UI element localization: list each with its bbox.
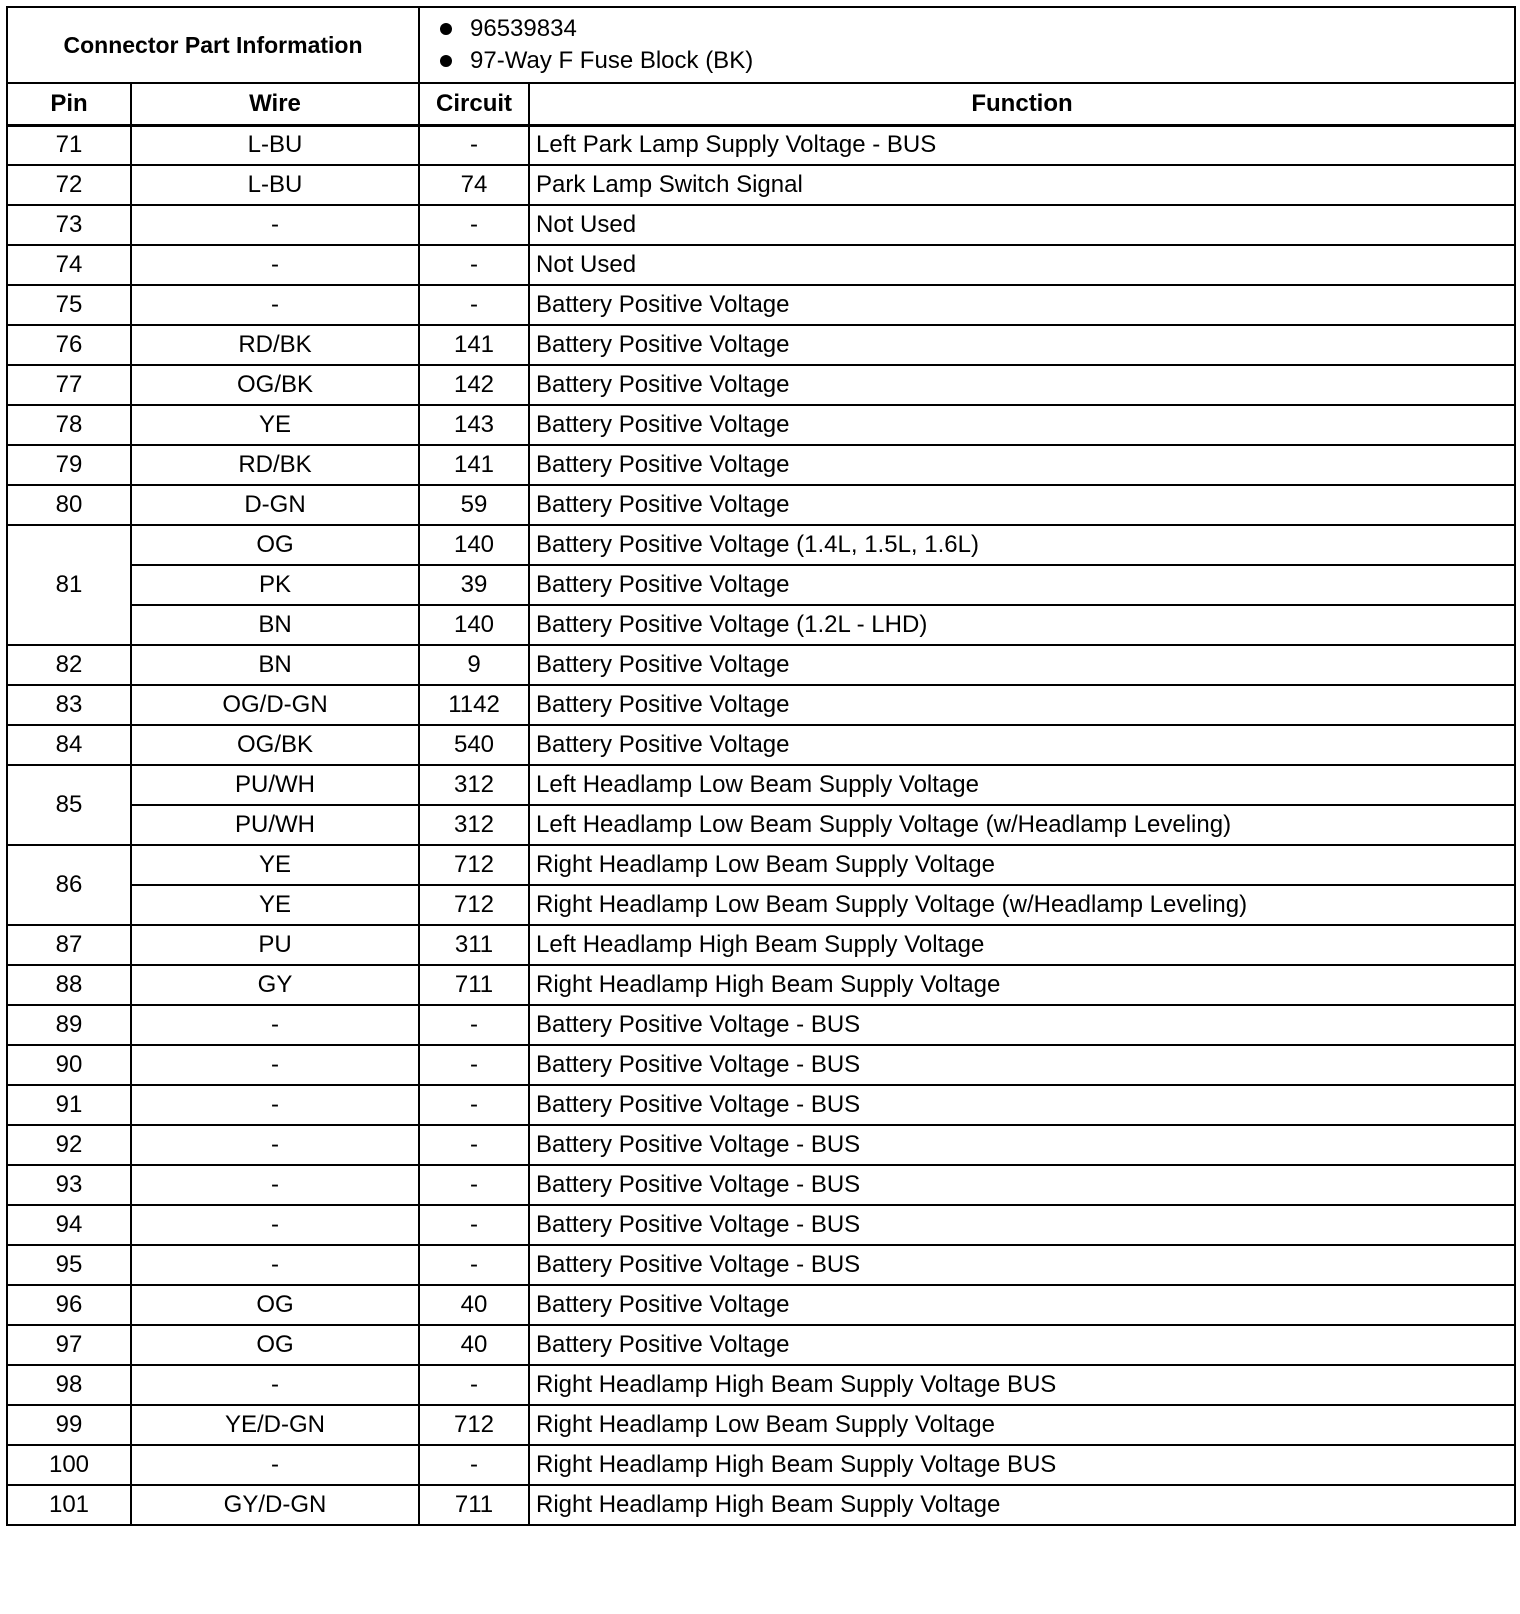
wire-cell: PU/WH bbox=[131, 765, 419, 805]
wire-cell: YE bbox=[131, 845, 419, 885]
info-item bbox=[440, 13, 1508, 45]
table-row bbox=[7, 1365, 1515, 1405]
wire-header: Wire bbox=[131, 83, 419, 125]
table-row bbox=[7, 605, 1515, 645]
circuit-cell: 40 bbox=[419, 1285, 529, 1325]
wire-cell: PK bbox=[131, 565, 419, 605]
pin-cell: 100 bbox=[7, 1445, 131, 1485]
bullet-icon bbox=[440, 23, 452, 35]
pin-cell: 78 bbox=[7, 405, 131, 445]
function-cell: Battery Positive Voltage bbox=[529, 285, 1515, 325]
function-cell: Battery Positive Voltage bbox=[529, 565, 1515, 605]
circuit-cell: 711 bbox=[419, 1485, 529, 1525]
wire-cell: - bbox=[131, 245, 419, 285]
function-cell: Right Headlamp High Beam Supply Voltage bbox=[529, 1485, 1515, 1525]
table-row bbox=[7, 925, 1515, 965]
pin-cell: 88 bbox=[7, 965, 131, 1005]
connector-table bbox=[6, 6, 1516, 1526]
wire-cell: - bbox=[131, 1125, 419, 1165]
table-row bbox=[7, 1005, 1515, 1045]
connector-part-info-list bbox=[419, 7, 1515, 83]
circuit-cell: 142 bbox=[419, 365, 529, 405]
circuit-cell: - bbox=[419, 1245, 529, 1285]
circuit-cell: - bbox=[419, 1365, 529, 1405]
wire-cell: PU/WH bbox=[131, 805, 419, 845]
function-cell: Not Used bbox=[529, 205, 1515, 245]
table-row bbox=[7, 525, 1515, 565]
circuit-cell: - bbox=[419, 1445, 529, 1485]
function-cell: Battery Positive Voltage bbox=[529, 405, 1515, 445]
wire-cell: RD/BK bbox=[131, 325, 419, 365]
function-cell: Battery Positive Voltage bbox=[529, 685, 1515, 725]
wire-cell: BN bbox=[131, 645, 419, 685]
pin-cell: 85 bbox=[7, 765, 131, 845]
function-cell: Left Headlamp Low Beam Supply Voltage (w/Headlamp Leveling) bbox=[529, 805, 1515, 845]
wire-cell: D-GN bbox=[131, 485, 419, 525]
function-cell: Right Headlamp Low Beam Supply Voltage bbox=[529, 1405, 1515, 1445]
table-row bbox=[7, 205, 1515, 245]
circuit-cell: 712 bbox=[419, 885, 529, 925]
wire-cell: OG/BK bbox=[131, 365, 419, 405]
pin-cell: 93 bbox=[7, 1165, 131, 1205]
pin-cell: 97 bbox=[7, 1325, 131, 1365]
function-cell: Left Park Lamp Supply Voltage - BUS bbox=[529, 125, 1515, 165]
circuit-cell: 1142 bbox=[419, 685, 529, 725]
wire-cell: OG bbox=[131, 1325, 419, 1365]
wire-cell: - bbox=[131, 1365, 419, 1405]
circuit-cell: - bbox=[419, 1045, 529, 1085]
table-row bbox=[7, 485, 1515, 525]
circuit-cell: 312 bbox=[419, 765, 529, 805]
table-row bbox=[7, 1325, 1515, 1365]
circuit-cell: - bbox=[419, 1125, 529, 1165]
pin-cell: 79 bbox=[7, 445, 131, 485]
function-cell: Battery Positive Voltage bbox=[529, 1325, 1515, 1365]
pin-cell: 81 bbox=[7, 525, 131, 645]
function-cell: Battery Positive Voltage (1.2L - LHD) bbox=[529, 605, 1515, 645]
pin-cell: 84 bbox=[7, 725, 131, 765]
circuit-cell: - bbox=[419, 1005, 529, 1045]
wire-cell: - bbox=[131, 1005, 419, 1045]
circuit-cell: 540 bbox=[419, 725, 529, 765]
function-cell: Battery Positive Voltage (1.4L, 1.5L, 1.6L) bbox=[529, 525, 1515, 565]
circuit-cell: 711 bbox=[419, 965, 529, 1005]
table-row bbox=[7, 845, 1515, 885]
table-row bbox=[7, 445, 1515, 485]
table-row bbox=[7, 165, 1515, 205]
wire-cell: - bbox=[131, 205, 419, 245]
pin-cell: 71 bbox=[7, 125, 131, 165]
pin-cell: 90 bbox=[7, 1045, 131, 1085]
table-row bbox=[7, 765, 1515, 805]
wire-cell: OG bbox=[131, 1285, 419, 1325]
wire-cell: - bbox=[131, 1245, 419, 1285]
function-cell: Battery Positive Voltage bbox=[529, 645, 1515, 685]
function-cell: Battery Positive Voltage bbox=[529, 725, 1515, 765]
function-cell: Battery Positive Voltage - BUS bbox=[529, 1085, 1515, 1125]
circuit-cell: 143 bbox=[419, 405, 529, 445]
wire-cell: RD/BK bbox=[131, 445, 419, 485]
column-header-row bbox=[7, 83, 1515, 125]
wire-cell: OG/BK bbox=[131, 725, 419, 765]
function-cell: Battery Positive Voltage bbox=[529, 445, 1515, 485]
circuit-cell: 141 bbox=[419, 325, 529, 365]
table-row bbox=[7, 1165, 1515, 1205]
pin-cell: 98 bbox=[7, 1365, 131, 1405]
circuit-cell: - bbox=[419, 285, 529, 325]
circuit-cell: 140 bbox=[419, 605, 529, 645]
circuit-cell: - bbox=[419, 205, 529, 245]
pin-cell: 74 bbox=[7, 245, 131, 285]
pin-cell: 87 bbox=[7, 925, 131, 965]
table-row bbox=[7, 885, 1515, 925]
pin-cell: 83 bbox=[7, 685, 131, 725]
function-cell: Right Headlamp Low Beam Supply Voltage bbox=[529, 845, 1515, 885]
circuit-cell: - bbox=[419, 1165, 529, 1205]
circuit-cell: - bbox=[419, 245, 529, 285]
circuit-cell: 74 bbox=[419, 165, 529, 205]
function-cell: Left Headlamp Low Beam Supply Voltage bbox=[529, 765, 1515, 805]
function-cell: Battery Positive Voltage - BUS bbox=[529, 1005, 1515, 1045]
connector-part-info-label: Connector Part Information bbox=[7, 7, 419, 83]
function-cell: Left Headlamp High Beam Supply Voltage bbox=[529, 925, 1515, 965]
pin-cell: 91 bbox=[7, 1085, 131, 1125]
function-cell: Battery Positive Voltage - BUS bbox=[529, 1165, 1515, 1205]
pin-cell: 86 bbox=[7, 845, 131, 925]
table-row bbox=[7, 1405, 1515, 1445]
wire-cell: L-BU bbox=[131, 165, 419, 205]
pin-cell: 92 bbox=[7, 1125, 131, 1165]
circuit-cell: - bbox=[419, 1205, 529, 1245]
circuit-header: Circuit bbox=[419, 83, 529, 125]
info-item bbox=[440, 45, 1508, 77]
function-cell: Battery Positive Voltage - BUS bbox=[529, 1045, 1515, 1085]
table-row bbox=[7, 1445, 1515, 1485]
part-number: 96539834 bbox=[470, 15, 577, 42]
circuit-cell: 712 bbox=[419, 845, 529, 885]
circuit-cell: 39 bbox=[419, 565, 529, 605]
pin-cell: 82 bbox=[7, 645, 131, 685]
circuit-cell: 59 bbox=[419, 485, 529, 525]
wire-cell: - bbox=[131, 1205, 419, 1245]
function-cell: Right Headlamp High Beam Supply Voltage BUS bbox=[529, 1445, 1515, 1485]
pin-cell: 73 bbox=[7, 205, 131, 245]
circuit-cell: 40 bbox=[419, 1325, 529, 1365]
connector-sheet bbox=[6, 6, 1514, 1606]
bullet-icon bbox=[440, 55, 452, 67]
pin-cell: 76 bbox=[7, 325, 131, 365]
pin-cell: 94 bbox=[7, 1205, 131, 1245]
wire-cell: GY/D-GN bbox=[131, 1485, 419, 1525]
wire-cell: YE bbox=[131, 885, 419, 925]
table-row bbox=[7, 725, 1515, 765]
table-row bbox=[7, 1245, 1515, 1285]
wire-cell: YE bbox=[131, 405, 419, 445]
table-row bbox=[7, 685, 1515, 725]
circuit-cell: 141 bbox=[419, 445, 529, 485]
circuit-cell: 311 bbox=[419, 925, 529, 965]
function-cell: Battery Positive Voltage bbox=[529, 1285, 1515, 1325]
pin-cell: 101 bbox=[7, 1485, 131, 1525]
wire-cell: - bbox=[131, 1165, 419, 1205]
function-cell: Battery Positive Voltage - BUS bbox=[529, 1125, 1515, 1165]
function-cell: Right Headlamp Low Beam Supply Voltage (w/Headlamp Leveling) bbox=[529, 885, 1515, 925]
function-cell: Battery Positive Voltage bbox=[529, 485, 1515, 525]
circuit-cell: 712 bbox=[419, 1405, 529, 1445]
table-row bbox=[7, 1485, 1515, 1525]
table-row bbox=[7, 565, 1515, 605]
table-row bbox=[7, 245, 1515, 285]
pin-cell: 89 bbox=[7, 1005, 131, 1045]
table-row bbox=[7, 1285, 1515, 1325]
table-body bbox=[7, 7, 1515, 1525]
pin-cell: 75 bbox=[7, 285, 131, 325]
table-row bbox=[7, 405, 1515, 445]
wire-cell: - bbox=[131, 1045, 419, 1085]
wire-cell: L-BU bbox=[131, 125, 419, 165]
wire-cell: YE/D-GN bbox=[131, 1405, 419, 1445]
table-row bbox=[7, 125, 1515, 165]
pin-cell: 72 bbox=[7, 165, 131, 205]
pin-cell: 95 bbox=[7, 1245, 131, 1285]
table-row bbox=[7, 1085, 1515, 1125]
pin-cell: 96 bbox=[7, 1285, 131, 1325]
function-cell: Right Headlamp High Beam Supply Voltage bbox=[529, 965, 1515, 1005]
table-row bbox=[7, 1125, 1515, 1165]
table-row bbox=[7, 1045, 1515, 1085]
function-cell: Battery Positive Voltage bbox=[529, 365, 1515, 405]
function-cell: Right Headlamp High Beam Supply Voltage BUS bbox=[529, 1365, 1515, 1405]
table-row bbox=[7, 805, 1515, 845]
wire-cell: - bbox=[131, 285, 419, 325]
table-row bbox=[7, 285, 1515, 325]
function-cell: Battery Positive Voltage - BUS bbox=[529, 1205, 1515, 1245]
pin-cell: 77 bbox=[7, 365, 131, 405]
table-row bbox=[7, 365, 1515, 405]
table-row bbox=[7, 1205, 1515, 1245]
wire-cell: OG bbox=[131, 525, 419, 565]
table-row bbox=[7, 645, 1515, 685]
function-cell: Battery Positive Voltage bbox=[529, 325, 1515, 365]
circuit-cell: - bbox=[419, 1085, 529, 1125]
pin-header: Pin bbox=[7, 83, 131, 125]
pin-cell: 99 bbox=[7, 1405, 131, 1445]
function-cell: Battery Positive Voltage - BUS bbox=[529, 1245, 1515, 1285]
table-row bbox=[7, 965, 1515, 1005]
circuit-cell: - bbox=[419, 125, 529, 165]
connector-description: 97-Way F Fuse Block (BK) bbox=[470, 47, 754, 74]
circuit-cell: 140 bbox=[419, 525, 529, 565]
function-cell: Not Used bbox=[529, 245, 1515, 285]
wire-cell: - bbox=[131, 1445, 419, 1485]
wire-cell: BN bbox=[131, 605, 419, 645]
wire-cell: PU bbox=[131, 925, 419, 965]
wire-cell: GY bbox=[131, 965, 419, 1005]
function-cell: Park Lamp Switch Signal bbox=[529, 165, 1515, 205]
function-header: Function bbox=[529, 83, 1515, 125]
circuit-cell: 312 bbox=[419, 805, 529, 845]
table-row bbox=[7, 325, 1515, 365]
circuit-cell: 9 bbox=[419, 645, 529, 685]
connector-info-row bbox=[7, 7, 1515, 83]
pin-cell: 80 bbox=[7, 485, 131, 525]
wire-cell: - bbox=[131, 1085, 419, 1125]
wire-cell: OG/D-GN bbox=[131, 685, 419, 725]
